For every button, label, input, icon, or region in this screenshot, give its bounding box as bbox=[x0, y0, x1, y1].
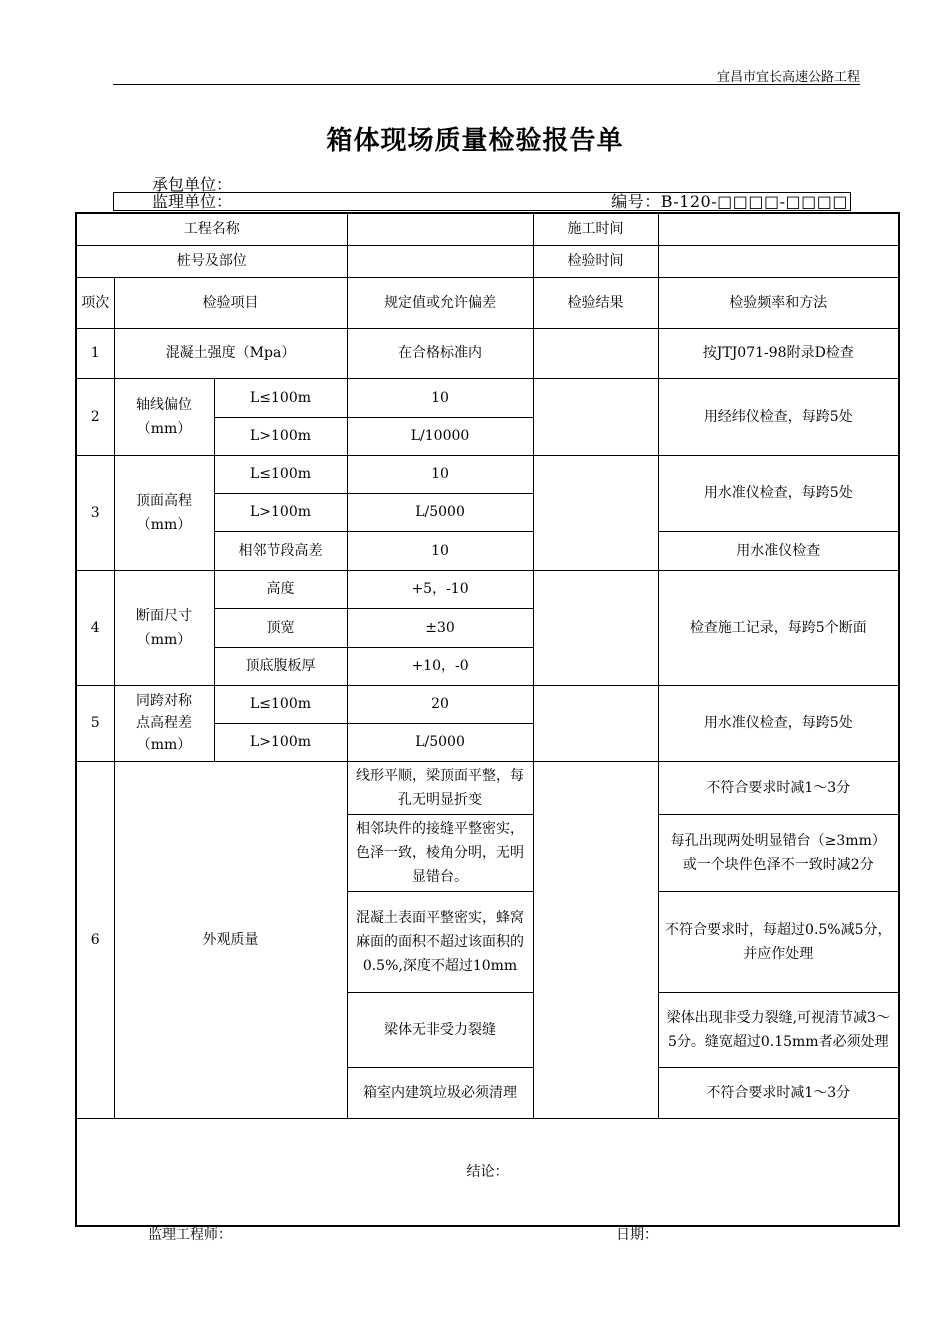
row1-method: 按JTJ071-98附录D检查 bbox=[658, 328, 899, 378]
row3-method2: 用水准仪检查 bbox=[658, 531, 899, 570]
row3-sub3: 相邻节段高差 bbox=[214, 531, 347, 570]
row6-req4: 梁体无非受力裂缝 bbox=[347, 992, 533, 1067]
row6-req5: 箱室内建筑垃圾必须清理 bbox=[347, 1067, 533, 1118]
supervisor-bar bbox=[113, 192, 851, 211]
row3-tol3: 10 bbox=[347, 531, 533, 570]
row3-item: 顶面高程 （mm） bbox=[114, 455, 214, 570]
row6-req2: 相邻块件的接缝平整密实，色泽一致，棱角分明，无明显错台。 bbox=[347, 814, 533, 891]
row2-tol1: 10 bbox=[347, 378, 533, 417]
row1-item: 混凝土强度（Mpa） bbox=[114, 328, 347, 378]
row6-req3: 混凝土表面平整密实，蜂窝麻面的面积不超过该面积的0.5%,深度不超过10mm bbox=[347, 891, 533, 992]
row2-sub2: L>100m bbox=[214, 417, 347, 455]
row2-method: 用经纬仪检查，每跨5处 bbox=[658, 378, 899, 455]
project-name-header: 宜昌市宜长高速公路工程 bbox=[716, 70, 860, 85]
row2-no: 2 bbox=[76, 378, 114, 455]
row4-no: 4 bbox=[76, 570, 114, 685]
row2-result[interactable] bbox=[533, 378, 658, 455]
row6-no: 6 bbox=[76, 761, 114, 1118]
row5-result[interactable] bbox=[533, 685, 658, 761]
row1-tolerance: 在合格标准内 bbox=[347, 328, 533, 378]
station-value[interactable] bbox=[347, 245, 533, 277]
station-label: 桩号及部位 bbox=[76, 245, 347, 277]
row2-tol2: L/10000 bbox=[347, 417, 533, 455]
row4-method: 检查施工记录，每跨5个断面 bbox=[658, 570, 899, 685]
row4-sub2: 顶宽 bbox=[214, 608, 347, 647]
row3-tol1: 10 bbox=[347, 455, 533, 493]
col-inspection-item: 检验项目 bbox=[114, 277, 347, 328]
page-title: 箱体现场质量检验报告单 bbox=[326, 126, 624, 156]
row5-method: 用水准仪检查，每跨5处 bbox=[658, 685, 899, 761]
row5-sub1: L≤100m bbox=[214, 685, 347, 723]
row3-result[interactable] bbox=[533, 455, 658, 570]
row1-result[interactable] bbox=[533, 328, 658, 378]
row4-item: 断面尺寸 （mm） bbox=[114, 570, 214, 685]
project-name-label: 工程名称 bbox=[76, 213, 347, 245]
row4-result[interactable] bbox=[533, 570, 658, 685]
row5-tol1: 20 bbox=[347, 685, 533, 723]
row6-pen3: 不符合要求时，每超过0.5%减5分，并应作处理 bbox=[658, 891, 899, 992]
col-method: 检验频率和方法 bbox=[658, 277, 899, 328]
row2-sub1: L≤100m bbox=[214, 378, 347, 417]
row3-no: 3 bbox=[76, 455, 114, 570]
row6-pen1: 不符合要求时减1～3分 bbox=[658, 761, 899, 814]
report-code: 编号：B-120-□□□□-□□□□ bbox=[611, 192, 848, 211]
contractor-label: 承包单位： bbox=[152, 175, 233, 194]
row6-req1: 线形平顺，梁顶面平整，每孔无明显折变 bbox=[347, 761, 533, 814]
row4-tol1: +5，-10 bbox=[347, 570, 533, 608]
row4-sub3: 顶底腹板厚 bbox=[214, 647, 347, 685]
row3-method1: 用水准仪检查，每跨5处 bbox=[658, 455, 899, 531]
row1-no: 1 bbox=[76, 328, 114, 378]
engineer-label: 监理工程师： bbox=[148, 1227, 232, 1243]
header-rule bbox=[113, 84, 860, 85]
supervisor-label: 监理单位： bbox=[152, 192, 233, 211]
row3-sub1: L≤100m bbox=[214, 455, 347, 493]
row5-no: 5 bbox=[76, 685, 114, 761]
row4-sub1: 高度 bbox=[214, 570, 347, 608]
row5-sub2: L>100m bbox=[214, 723, 347, 761]
row4-tol2: ±30 bbox=[347, 608, 533, 647]
row6-pen5: 不符合要求时减1～3分 bbox=[658, 1067, 899, 1118]
conclusion-cell[interactable] bbox=[76, 1118, 899, 1226]
row6-pen4: 梁体出现非受力裂缝,可视清节减3～5分。缝宽超过0.15mm者必须处理 bbox=[658, 992, 899, 1067]
row6-item: 外观质量 bbox=[114, 761, 347, 1118]
inspection-time-value[interactable] bbox=[658, 245, 899, 277]
row5-tol2: L/5000 bbox=[347, 723, 533, 761]
date-label: 日期： bbox=[616, 1227, 658, 1243]
col-item-no: 项次 bbox=[76, 277, 114, 328]
row5-item: 同跨对称 点高程差 （mm） bbox=[114, 685, 214, 761]
col-tolerance: 规定值或允许偏差 bbox=[347, 277, 533, 328]
conclusion-label: 结论： bbox=[466, 1163, 509, 1180]
row3-sub2: L>100m bbox=[214, 493, 347, 531]
project-name-value[interactable] bbox=[347, 213, 533, 245]
inspection-table bbox=[75, 212, 900, 1227]
row2-item: 轴线偏位 （mm） bbox=[114, 378, 214, 455]
inspection-time-label: 检验时间 bbox=[533, 245, 658, 277]
row4-tol3: +10，-0 bbox=[347, 647, 533, 685]
row6-result[interactable] bbox=[533, 761, 658, 1118]
construction-time-value[interactable] bbox=[658, 213, 899, 245]
col-result: 检验结果 bbox=[533, 277, 658, 328]
construction-time-label: 施工时间 bbox=[533, 213, 658, 245]
row6-pen2: 每孔出现两处明显错台（≥3mm）或一个块件色泽不一致时减2分 bbox=[658, 814, 899, 891]
row3-tol2: L/5000 bbox=[347, 493, 533, 531]
